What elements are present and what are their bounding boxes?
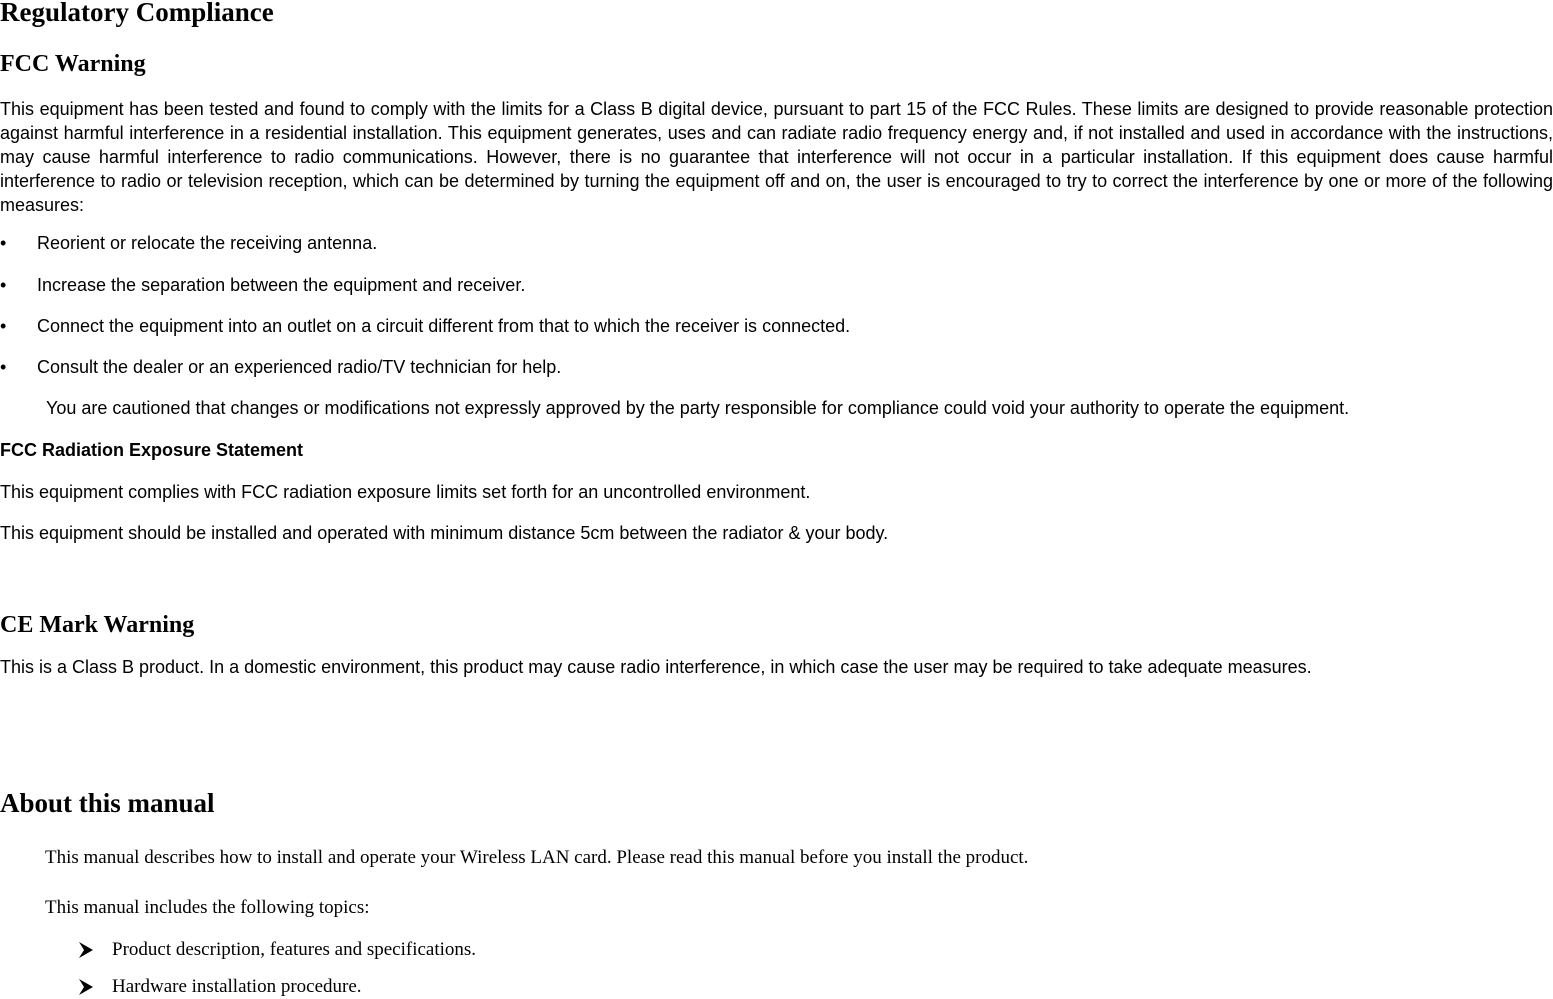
- measure-item: [0, 233, 1553, 253]
- manual-topics-intro: This manual includes the following topics:: [45, 897, 370, 918]
- bullet-icon: •: [0, 316, 7, 336]
- measure-item: [0, 275, 1553, 295]
- topic-text: Hardware installation procedure.: [112, 976, 362, 997]
- manual-description: This manual describes how to install and operate your Wireless LAN card. Please read this manual before you install the product.: [45, 847, 1029, 868]
- fcc-caution-text: You are cautioned that changes or modifications not expressly approved by the party responsible for compliance could void your authority to operate the equipment.: [46, 398, 1350, 418]
- topic-item: [76, 976, 976, 998]
- about-manual-title: About this manual: [0, 788, 215, 818]
- fcc-radiation-line-2: This equipment should be installed and operated with minimum distance 5cm between the radiator & your body.: [0, 523, 889, 543]
- measure-text: Increase the separation between the equipment and receiver.: [37, 275, 526, 295]
- ce-mark-text: This is a Class B product. In a domestic environment, this product may cause radio interference, in which case the user may be required to take adequate measures.: [0, 657, 1312, 677]
- ce-mark-heading: CE Mark Warning: [0, 612, 195, 638]
- measure-text: Reorient or relocate the receiving antenna.: [37, 233, 378, 253]
- measure-item: [0, 316, 1553, 336]
- measure-text: Consult the dealer or an experienced radio/TV technician for help.: [37, 357, 562, 377]
- fcc-warning-paragraph: This equipment has been tested and found to comply with the limits for a Class B digital device, pursuant to part 15 of the FCC Rules. These limits are designed to provide reasonable protection against harmful interference in a residential installation. This equipment generates, uses and can radiate radio frequency energy and, if not installed and used in accordance with the instructions, may cause harmful interference to radio communications. However, there is no guarantee that interference will not occur in a particular installation. If this equipment does cause harmful interference to radio or television reception, which can be determined by turning the equipment off and on, the user is encouraged to try to correct the interference by one or more of the following measures:: [0, 99, 1553, 215]
- topic-item: [76, 939, 976, 961]
- fcc-radiation-heading: FCC Radiation Exposure Statement: [0, 440, 304, 460]
- fcc-warning-heading: FCC Warning: [0, 51, 146, 77]
- arrow-bullet-icon: [76, 976, 96, 998]
- fcc-radiation-line-1: This equipment complies with FCC radiation exposure limits set forth for an uncontrolled environment.: [0, 482, 811, 502]
- bullet-icon: •: [0, 357, 7, 377]
- page-title: Regulatory Compliance: [0, 0, 274, 27]
- arrow-bullet-icon: [76, 939, 96, 961]
- bullet-icon: •: [0, 233, 7, 253]
- measure-item: [0, 357, 1553, 377]
- topic-text: Product description, features and specifications.: [112, 939, 477, 960]
- bullet-icon: •: [0, 275, 7, 295]
- measure-text: Connect the equipment into an outlet on a circuit different from that to which the receiver is connected.: [37, 316, 851, 336]
